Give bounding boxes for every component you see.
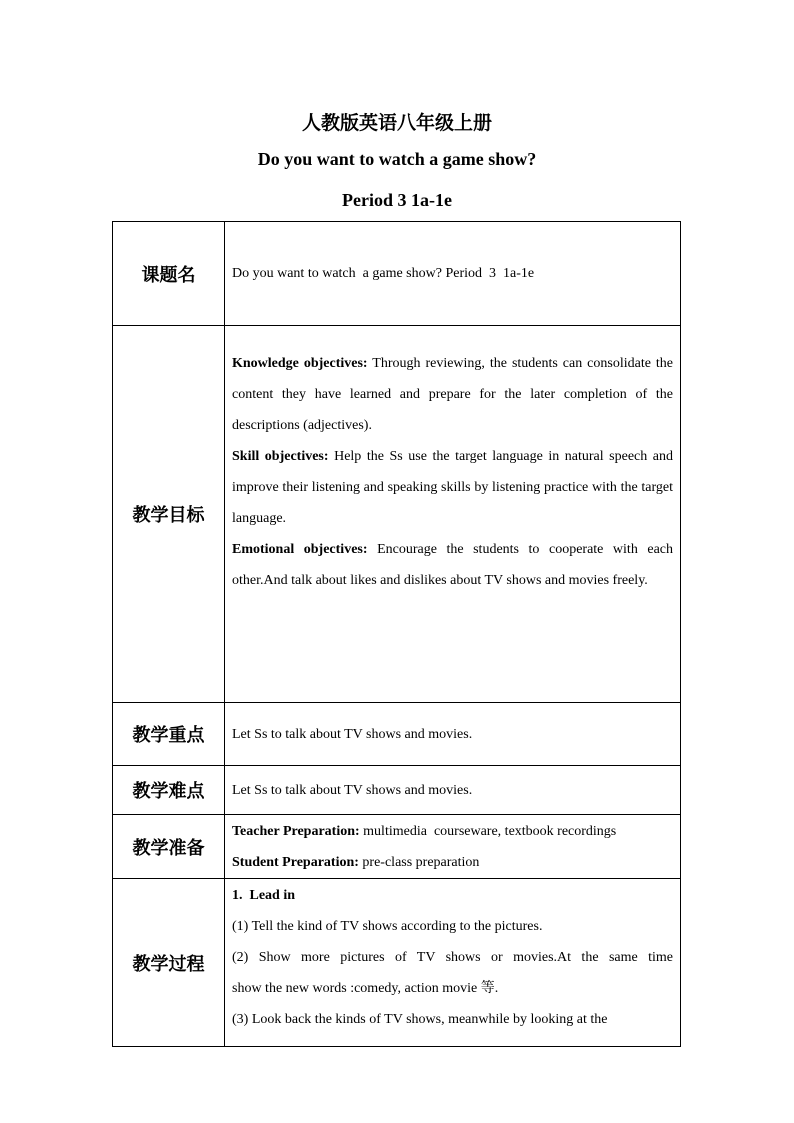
table-row-topic <box>113 222 681 326</box>
knowledge-objectives-heading: Knowledge objectives: <box>232 356 368 371</box>
student-preparation-text: pre-class preparation <box>358 854 480 870</box>
process-item-2b <box>232 973 673 1004</box>
key-points-label: 教学重点 <box>113 703 225 766</box>
topic-text: Do you want to watch a game show? Period 3 1a-1e <box>232 266 535 281</box>
process-item-3: (3) Look back the kinds of TV shows, meanwhile by looking at the <box>232 1012 608 1027</box>
process-step-heading <box>232 880 673 911</box>
document-title-chinese: 人教版英语八年级上册 <box>301 112 492 134</box>
key-points-text: Let Ss to talk about TV shows and movies. <box>232 726 473 742</box>
teacher-preparation <box>232 816 673 847</box>
knowledge-objectives-text: Through reviewing, the students can consolidate the content they have learned and prepare for the later completion of the descriptions (adjectives). <box>232 356 673 433</box>
lesson-plan-table <box>112 221 681 1047</box>
process-item-1: (1) Tell the kind of TV shows according to the pictures. <box>232 919 543 934</box>
topic-label: 课题名 <box>113 222 225 326</box>
student-preparation <box>232 847 673 878</box>
process-item-2b-text: show the new words :comedy, action movie <box>232 981 481 996</box>
process-item-2a: (2) Show more pictures of TV shows or movies.At the same time <box>232 950 673 965</box>
emotional-objectives-text: Encourage the students to cooperate with each other.And talk about likes and dislikes about TV shows and movies freely. <box>232 542 673 588</box>
process-item-2b-cn: 等 <box>480 980 495 996</box>
key-points-value <box>225 703 681 766</box>
skill-objectives-text: Help the Ss use the target language in natural speech and improve their listening and speaking skills by listening practice with the target language. <box>232 449 674 526</box>
difficult-points-value <box>225 766 681 815</box>
objectives-label: 教学目标 <box>113 326 225 703</box>
skill-objectives-heading: Skill objectives: <box>232 449 329 464</box>
teacher-preparation-text: multimedia courseware, textbook recordings <box>359 823 617 839</box>
emotional-objectives <box>232 534 673 596</box>
topic-value <box>225 222 681 326</box>
table-row-preparation <box>113 815 681 879</box>
table-row-key-points <box>113 703 681 766</box>
preparation-label: 教学准备 <box>113 815 225 879</box>
lesson-title: Do you want to watch a game show? <box>257 149 537 169</box>
difficult-points-text: Let Ss to talk about TV shows and movies. <box>232 782 473 798</box>
table-row-objectives <box>113 326 681 703</box>
table-row-process <box>113 879 681 1047</box>
knowledge-objectives <box>232 348 673 441</box>
objectives-content <box>225 326 681 703</box>
skill-objectives <box>232 441 673 534</box>
process-content <box>225 879 681 1047</box>
process-label: 教学过程 <box>113 879 225 1047</box>
student-preparation-heading: Student Preparation: <box>232 854 359 870</box>
difficult-points-label: 教学难点 <box>113 766 225 815</box>
lead-in-heading: 1. Lead in <box>232 888 296 903</box>
process-item-2b-end: . <box>494 981 499 996</box>
preparation-content <box>225 815 681 879</box>
teacher-preparation-heading: Teacher Preparation: <box>232 823 360 839</box>
emotional-objectives-heading: Emotional objectives: <box>232 542 368 557</box>
table-row-difficult-points <box>113 766 681 815</box>
lesson-period: Period 3 1a-1e <box>342 190 452 210</box>
